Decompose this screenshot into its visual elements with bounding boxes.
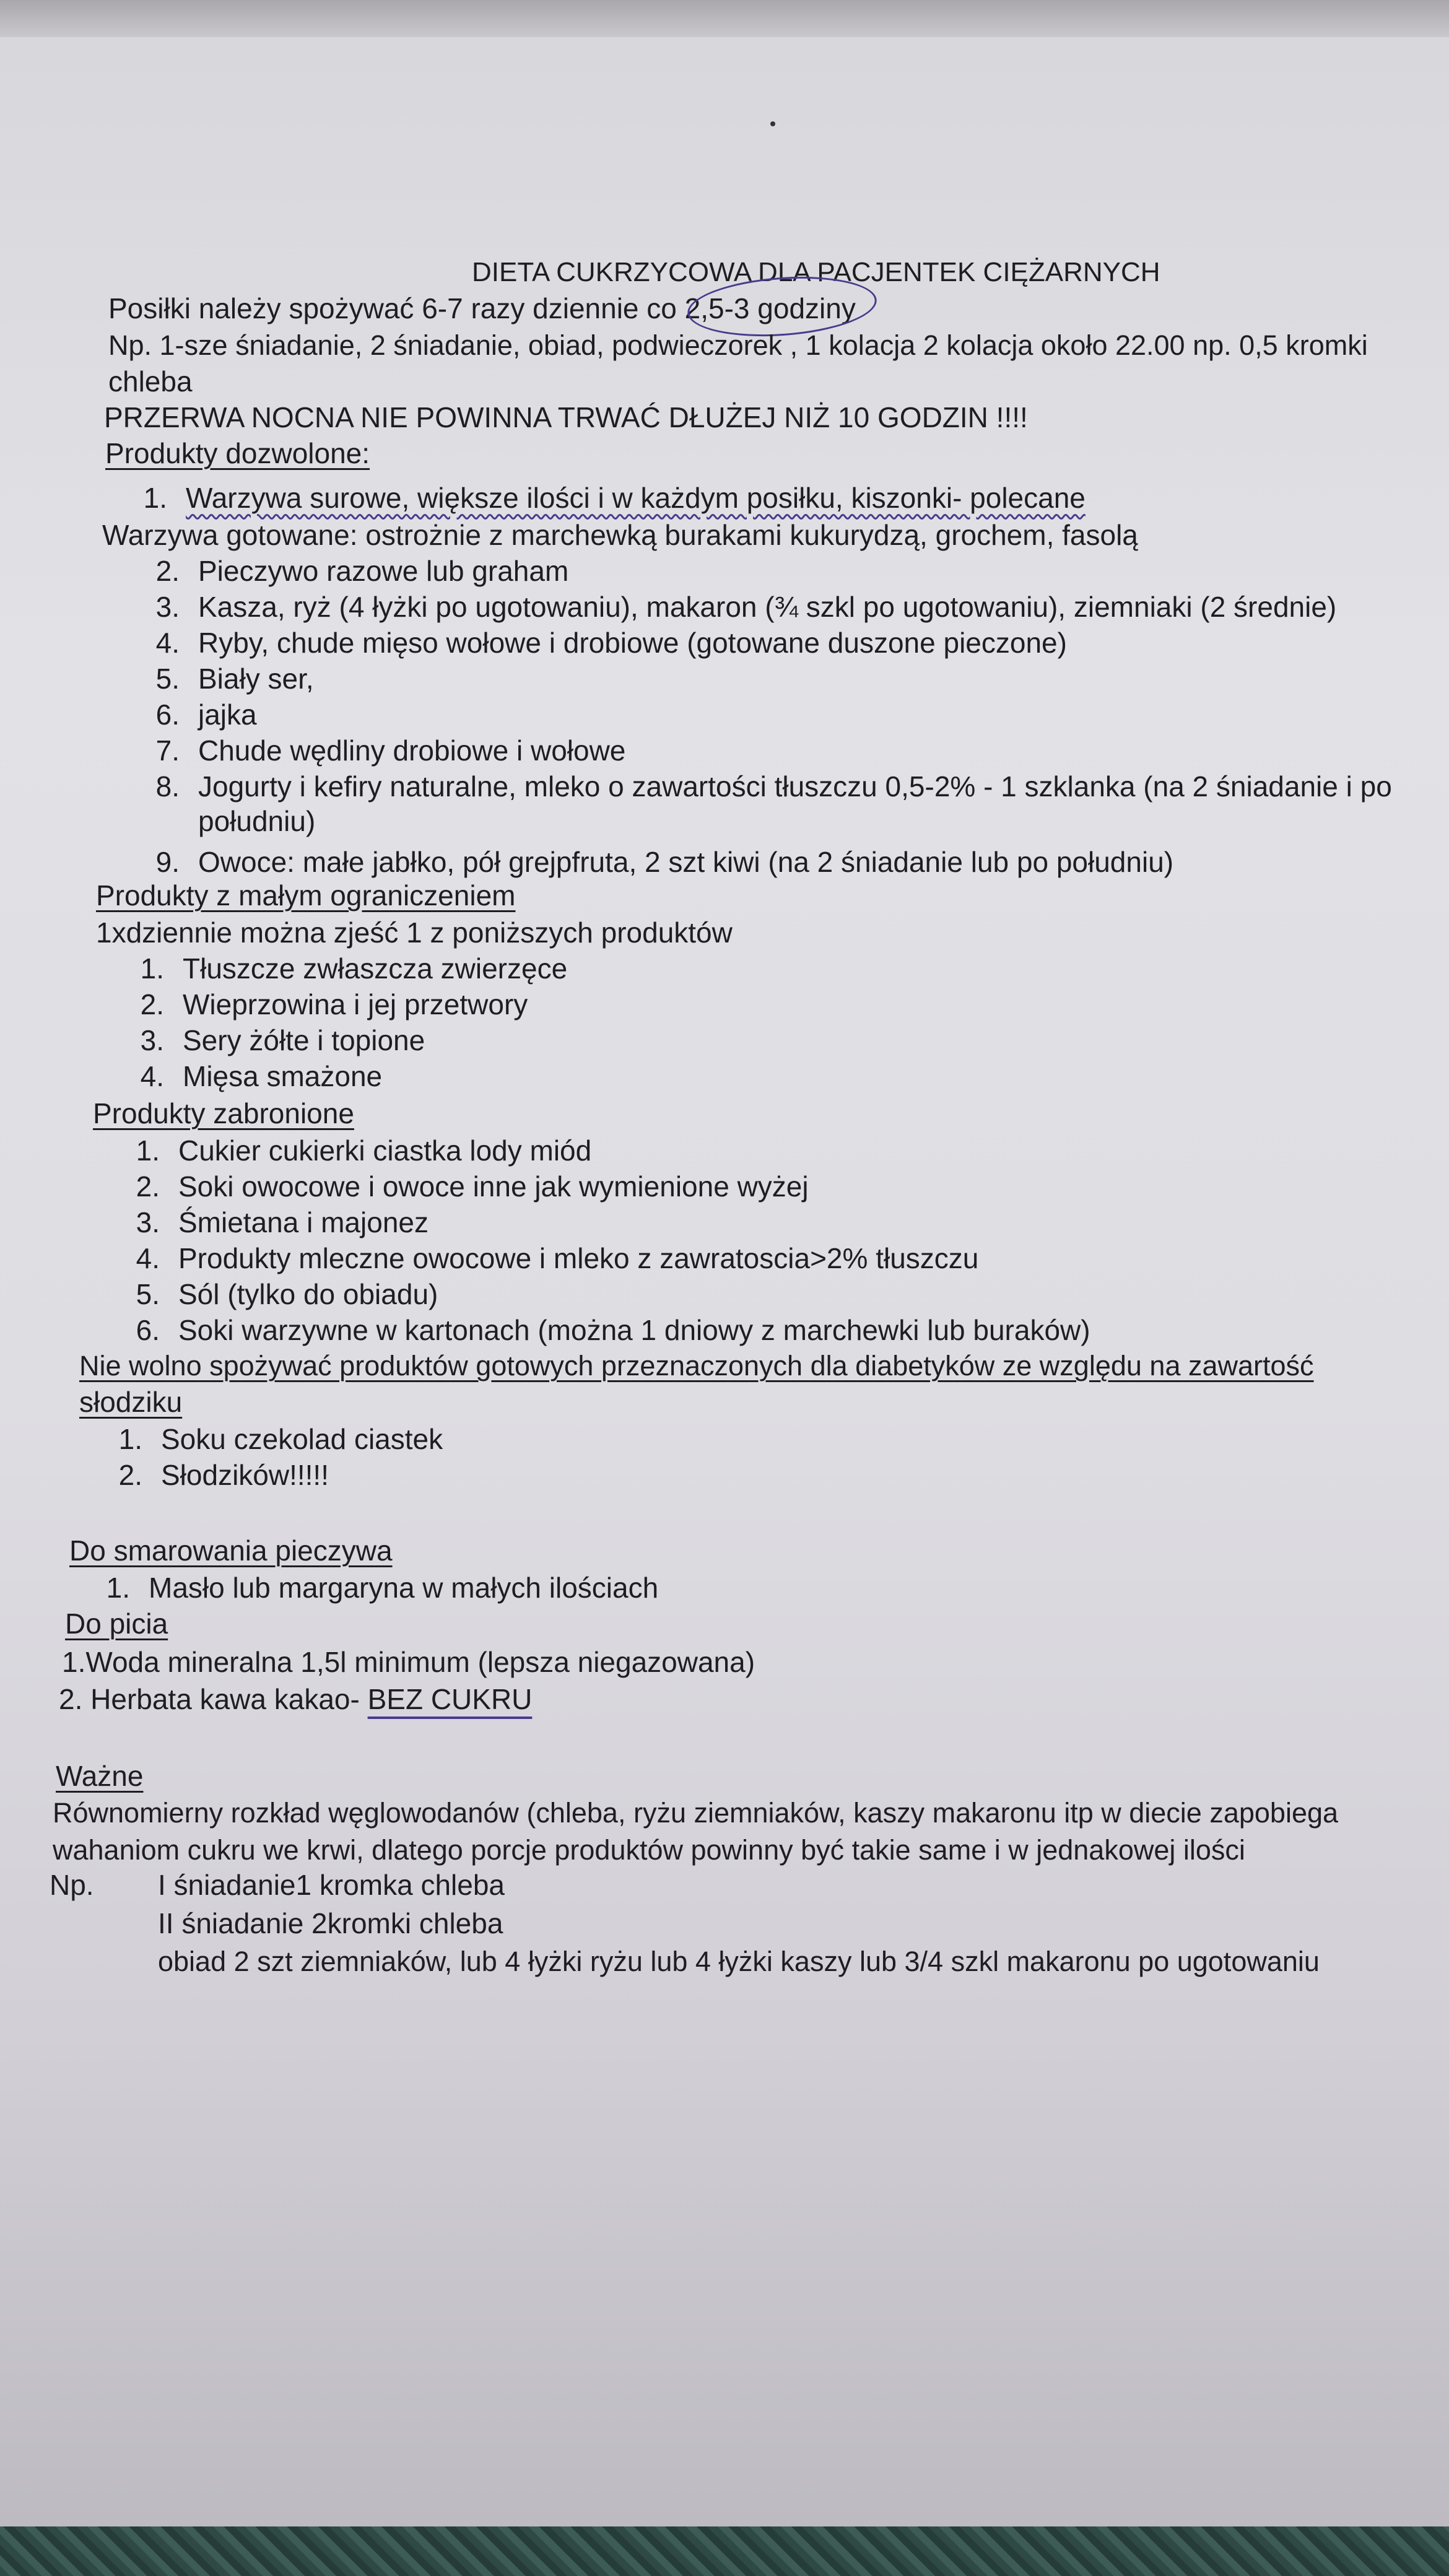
limited-note: 1xdziennie można zjeść 1 z poniższych produktów — [96, 916, 733, 949]
limited-item-2: 2. Wieprzowina i jej przetwory — [140, 988, 528, 1020]
allowed-item-4: 4. Ryby, chude mięso wołowe i drobiowe (gotowane duszone pieczone) — [155, 627, 1067, 659]
allowed-item-1-text: Warzywa surowe, większe ilości i w każdym posiłku, kiszonki- polecane — [186, 482, 1086, 514]
diabetic-item-2: 2. Słodzików!!!!! — [118, 1459, 329, 1491]
drink-emphasis: BEZ CUKRU — [367, 1683, 533, 1715]
drink-line-2: 2. Herbata kawa kakao- BEZ CUKRU — [59, 1683, 533, 1715]
allowed-item-8: 8. Jogurty i kefiry naturalne, mleko o zawartości tłuszczu 0,5-2% - 1 szklanka (na 2 śniadanie i po — [155, 770, 1392, 803]
forbidden-heading: Produkty zabronione — [93, 1097, 354, 1129]
important-heading: Ważne — [56, 1760, 144, 1792]
allowed-item-3: 3. Kasza, ryż (4 łyżki po ugotowaniu), makaron (¾ szkl po ugotowaniu), ziemniaki (2 średnie) — [155, 591, 1337, 623]
important-example-3: obiad 2 szt ziemniaków, lub 4 łyżki ryżu lub 4 łyżki kaszy lub 3/4 szkl makaronu po ugotowaniu — [158, 1946, 1320, 1977]
diabetic-heading-line2: słodziku — [79, 1386, 183, 1418]
forbidden-item-3: 3. Śmietana i majonez — [136, 1206, 429, 1238]
forbidden-item-6: 6. Soki warzywne w kartonach (można 1 dniowy z marchewki lub buraków) — [136, 1314, 1090, 1346]
limited-item-3: 3. Sery żółte i topione — [140, 1024, 425, 1056]
spread-heading: Do smarowania pieczywa — [69, 1534, 393, 1567]
limited-item-4: 4. Mięsa smażone — [140, 1060, 383, 1092]
page-title: DIETA CUKRZYCOWA DLA PACJENTEK CIĘŻARNYCH — [472, 257, 1160, 287]
important-line-2: wahaniom cukru we krwi, dlatego porcje produktów powinny być takie same i w jednakowej ilości — [53, 1834, 1245, 1866]
paper-top-edge — [0, 0, 1449, 37]
allowed-item-9: 9. Owoce: małe jabłko, pół grejpfruta, 2 szt kiwi (na 2 śniadanie lub po południu) — [155, 846, 1174, 878]
background-carpet — [0, 2526, 1449, 2576]
limited-item-1: 1. Tłuszcze zwłaszcza zwierzęce — [140, 952, 568, 985]
allowed-item-5: 5. Biały ser, — [155, 663, 314, 695]
intro-line-example: Np. 1-sze śniadanie, 2 śniadanie, obiad, podwieczorek , 1 kolacja 2 kolacja około 22.00 np. 0,5 kromki — [108, 329, 1368, 361]
allowed-item-7: 7. Chude wędliny drobiowe i wołowe — [155, 734, 626, 767]
spread-item-1: 1. Masło lub margaryna w małych ilościach — [106, 1572, 659, 1604]
intro-night-break: PRZERWA NOCNA NIE POWINNA TRWAĆ DŁUŻEJ NIŻ 10 GODZIN !!!! — [104, 401, 1028, 433]
limited-heading: Produkty z małym ograniczeniem — [96, 879, 516, 912]
forbidden-item-5: 5. Sól (tylko do obiadu) — [136, 1278, 438, 1310]
important-np-label: Np. — [50, 1869, 94, 1901]
allowed-item-2: 2. Pieczywo razowe lub graham — [155, 555, 569, 587]
forbidden-item-4: 4. Produkty mleczne owocowe i mleko z zawratoscia>2% tłuszczu — [136, 1242, 979, 1274]
ink-dot — [770, 121, 775, 126]
diabetic-heading-line1: Nie wolno spożywać produktów gotowych przeznaczonych dla diabetyków ze względu na zawartość — [79, 1350, 1314, 1382]
drink-line-1: 1.Woda mineralna 1,5l minimum (lepsza niegazowana) — [62, 1646, 755, 1678]
allowed-heading: Produkty dozwolone: — [105, 437, 370, 469]
important-example-2: II śniadanie 2kromki chleba — [158, 1907, 503, 1939]
diabetic-item-1: 1. Soku czekolad ciastek — [118, 1423, 443, 1455]
important-line-1: Równomierny rozkład węglowodanów (chleba, ryżu ziemniaków, kaszy makaronu itp w diecie zapobiega — [53, 1797, 1339, 1829]
allowed-item-8-cont: południu) — [198, 805, 316, 837]
drink-heading: Do picia — [65, 1608, 168, 1640]
allowed-item-1: 1. Warzywa surowe, większe ilości i w każdym posiłku, kiszonki- polecane — [143, 482, 1086, 514]
intro-line-bread: chleba — [108, 365, 193, 398]
forbidden-item-1: 1. Cukier cukierki ciastka lody miód — [136, 1134, 592, 1167]
intro-line-meals: Posiłki należy spożywać 6-7 razy dziennie co 2,5-3 godziny — [108, 292, 856, 324]
important-example-1: I śniadanie1 kromka chleba — [158, 1869, 505, 1901]
forbidden-item-2: 2. Soki owocowe i owoce inne jak wymienione wyżej — [136, 1170, 809, 1203]
allowed-item-6: 6. jajka — [155, 698, 257, 731]
allowed-cooked-note: Warzywa gotowane: ostrożnie z marchewką burakami kukurydzą, grochem, fasolą — [102, 519, 1138, 551]
